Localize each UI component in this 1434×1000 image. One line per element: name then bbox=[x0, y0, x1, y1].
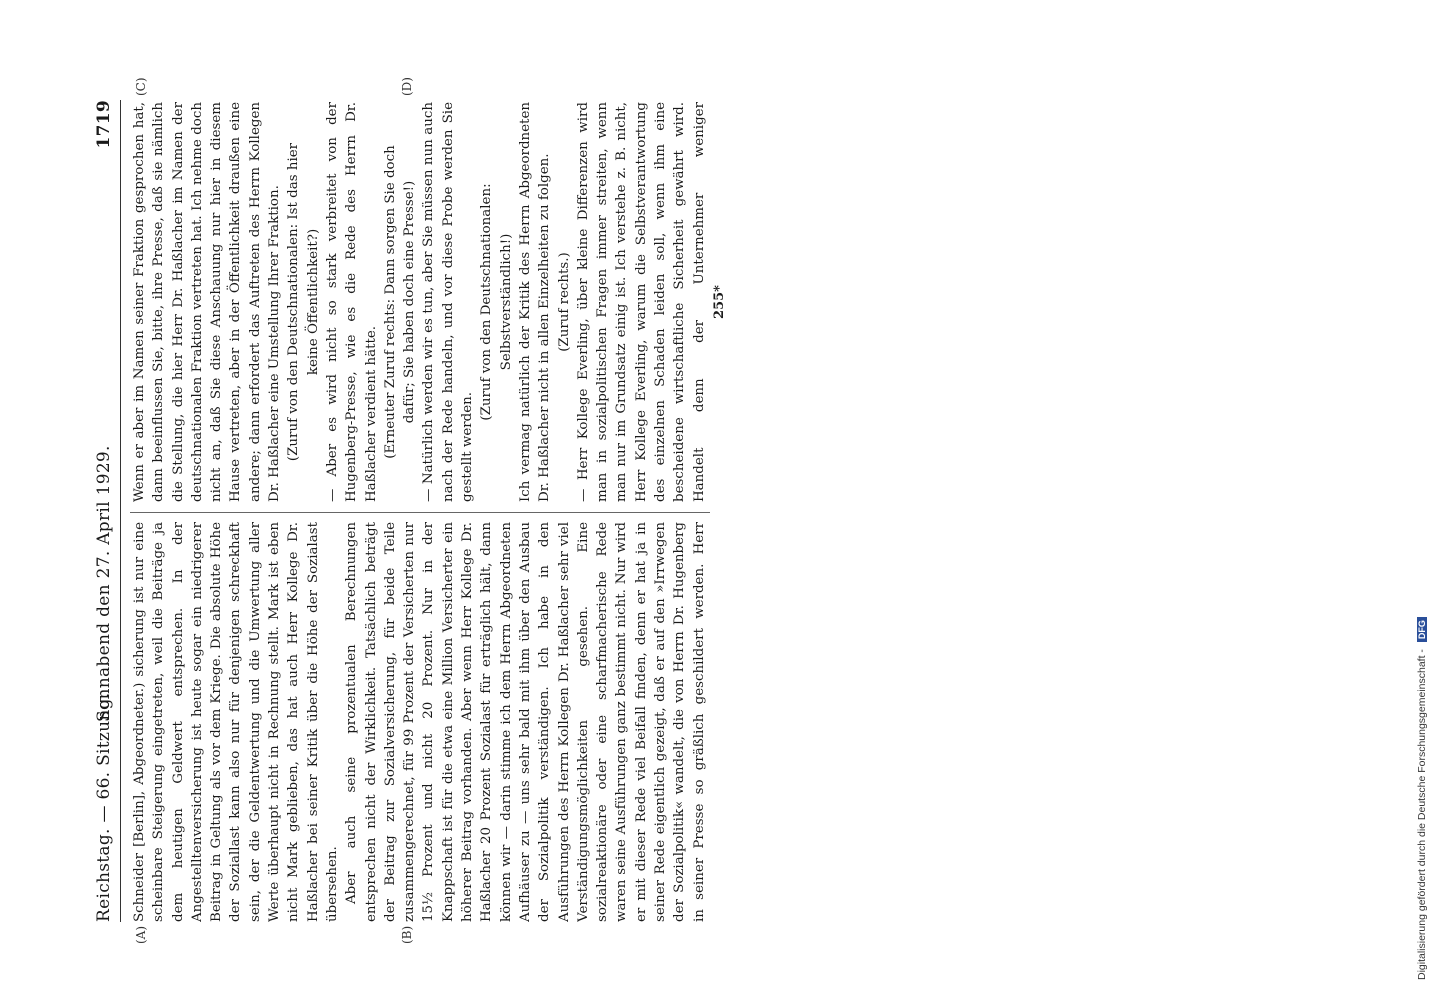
margin-mark-b: (B) bbox=[400, 925, 414, 944]
signature-mark: 255* bbox=[712, 285, 727, 319]
paragraph: Aber auch seine prozentualen Berechnungen entsprechen nicht der Wirklichkeit. Tatsächlich beträgt der Beitrag zur Sozialversicherung, für beide Teile zusammengerechnet, für 99 Prozent der Versicherten nur 15½ Prozent und nicht 20 Prozent. Nur in der Knappschaft ist für die etwa eine Million Versicherter ein höherer Beitrag vorhanden. Aber wenn Herr Kollege Dr. Haßlacher 20 Prozent Sozialast für erträglich hält, dann können wir — darin stimme ich dem Herrn Abgeordneten Aufhäuser zu — uns sehr bald mit ihm über den Ausbau der Sozialpolitik verständigen. Ich habe in den Ausführungen des Herrn Kollegen Dr. Haßlacher sehr viel Verständigungsmöglichkeiten gesehen. Eine sozialreaktionäre oder eine scharfmacherische Rede waren seine Ausführungen ganz bestimmt nicht. Nur wird er mit dieser Rede viel Beifall finden, denn er hat ja in seiner Rede eigentlich gezeigt, daß er auf den »Irrwegen der Sozialpolitik« wandelt, die von Herrn Dr. Hugenberg in seiner Presse so gräßlich geschildert werden. Herr bbox=[344, 522, 707, 922]
left-column bbox=[130, 522, 710, 922]
margin-mark-a: (A) bbox=[134, 925, 148, 944]
margin-mark-d: (D) bbox=[400, 77, 414, 96]
interjection: (Zuruf rechts.) bbox=[556, 252, 572, 352]
interjection: (Zuruf von den Deutschnationalen: Selbstverständlich!) bbox=[479, 183, 514, 421]
digitization-footer bbox=[1416, 20, 1430, 980]
dfg-logo: DFG bbox=[1417, 617, 1427, 642]
page-number: 1719 bbox=[94, 100, 114, 149]
margin-mark-c: (C) bbox=[134, 77, 148, 96]
rotated-page bbox=[90, 77, 1380, 944]
paragraph: Schneider [Berlin], Abgeordneter.) sicherung ist nur eine scheinbare Steigerung eingetreten, weil die Beiträge ja dem heutigen Geldwert entsprechen. In der Angestelltenversicherung ist heute sogar ein niedrigerer Beitrag in Geltung als vor dem Kriege. Die absolute Höhe der Soziallast kann also nur für denjenigen schreckhaft sein, der die Geldentwertung und die Umwertung aller Werte überhaupt nicht in Rechnung stellt. Mark ist eben nicht Mark geblieben, das hat auch Herr Kollege Dr. Haßlacher bei seiner Kritik über die Höhe der Sozialast übersehen. bbox=[132, 522, 340, 922]
header-session: Reichstag. — 66. Sitzung. bbox=[94, 692, 114, 922]
paragraph: Ich vermag natürlich der Kritik des Herrn Abgeordneten Dr. Haßlacher nicht in allen Einzelheiten zu folgen. bbox=[517, 102, 553, 502]
page-header bbox=[90, 100, 121, 922]
right-column bbox=[130, 102, 710, 502]
column-divider bbox=[130, 512, 710, 513]
paragraph: — Herr Kollege Everling, über kleine Differenzen wird man in sozialpolitischen Fragen immer streiten, wenn man nur im Grundsatz einig ist. Ich verstehe z. B. nicht, Herr Kollege Everling, warum die Selbstverantwortung des einzelnen Schaden leiden soll, wenn ihm eine bescheidene wirtschaftliche Sicherheit gewährt wird. Handelt denn der Unternehmer weniger bbox=[575, 102, 707, 502]
interjection: (Erneuter Zuruf rechts: Dann sorgen Sie doch dafür; Sie haben doch eine Presse!) bbox=[382, 145, 418, 459]
interjection: (Zuruf von den Deutschnationalen: Ist das hier keine Öffentlichkeit?) bbox=[286, 142, 321, 462]
paragraph: — Natürlich werden wir es tun, aber Sie müssen nun auch nach der Rede handeln, und vor diese Probe werden Sie gestellt werden. bbox=[421, 102, 476, 502]
header-date: Sonnabend den 27. April 1929. bbox=[94, 445, 114, 722]
paragraph: — Aber es wird nicht so stark verbreitet von der Hugenberg-Presse, wie es die Rede des Herrn Dr. Haßlacher verdient hätte. bbox=[324, 102, 379, 502]
footer-credit: Digitalisierung gefördert durch die Deutsche Forschungsgemeinschaft - bbox=[1416, 649, 1428, 980]
paragraph: Wenn er aber im Namen seiner Fraktion gesprochen hat, dann beeinflussen Sie, bitte, ihre Presse, daß sie nämlich die Stellung, die hier Herr Dr. Haßlacher im Namen der deutschnationalen Fraktion vertreten hat. Ich nehme doch nicht an, daß Sie diese Anschauung nur hier in diesem Hause vertreten, aber in der Öffentlichkeit draußen eine andere; dann erfordert das Auftreten des Herrn Kollegen Dr. Haßlacher eine Umstellung Ihrer Fraktion. bbox=[132, 102, 283, 502]
